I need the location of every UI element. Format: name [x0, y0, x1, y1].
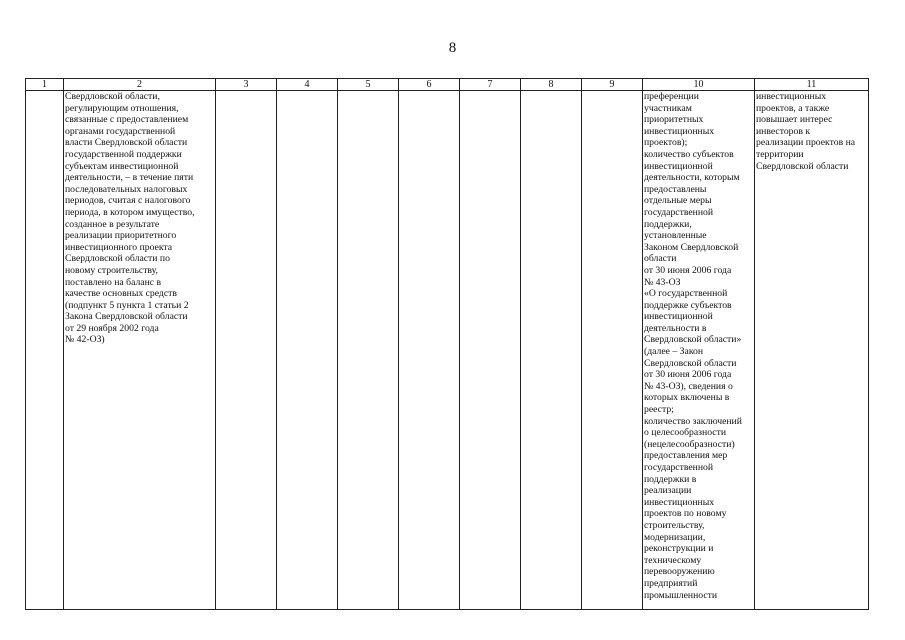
- column-header-2: 2: [64, 79, 216, 91]
- cell-col-1: [26, 91, 64, 610]
- column-header-10: 10: [643, 79, 755, 91]
- column-header-4: 4: [277, 79, 338, 91]
- column-header-7: 7: [460, 79, 521, 91]
- column-header-11: 11: [755, 79, 869, 91]
- cell-col-5: [338, 91, 399, 610]
- header-row: [26, 79, 869, 91]
- cell-col-3: [216, 91, 277, 610]
- page-number: 8: [448, 40, 457, 56]
- cell-col-2: Свердловской области, регулирующим отношения, связанные с предоставлением органами государственной власти Свердловской области государственной поддержки субъектам инвестиционной деятельности, – в течение пяти последовательных налоговых периодов, считая с налогового периода, в котором имущество, созданное в результате реализации приоритетного инвестиционного проекта Свердловской области по новому строительству, поставлено на баланс в качестве основных средств (подпункт 5 пункта 1 статьи 2 Закона Свердловской области от 29 ноября 2002 года № 42-ОЗ): [64, 91, 216, 610]
- cell-col-9: [582, 91, 643, 610]
- column-header-8: 8: [521, 79, 582, 91]
- cell-col-6: [399, 91, 460, 610]
- cell-col-7: [460, 91, 521, 610]
- cell-col-4: [277, 91, 338, 610]
- data-table: [25, 78, 869, 610]
- cell-col-11: инвестиционных проектов, а также повышает интерес инвесторов к реализации проектов на территории Свердловской области: [755, 91, 869, 610]
- table-row: [26, 91, 869, 610]
- column-header-3: 3: [216, 79, 277, 91]
- column-header-1: 1: [26, 79, 64, 91]
- column-header-5: 5: [338, 79, 399, 91]
- cell-col-8: [521, 91, 582, 610]
- cell-col-10: преференции участникам приоритетных инвестиционных проектов); количество субъектов инвестиционной деятельности, которым предоставлены отдельные меры государственной поддержки, установленные Законом Свердловской области от 30 июня 2006 года № 43-ОЗ «О государственной поддержке субъектов инвестиционной деятельности в Свердловской области» (далее – Закон Свердловской области от 30 июня 2006 года № 43-ОЗ), сведения о которых включены в реестр; количество заключений о целесообразности (нецелесообразности) предоставления мер государственной поддержки в реализации инвестиционных проектов по новому строительству, модернизации, реконструкции и техническому перевооружению предприятий промышленности: [643, 91, 755, 610]
- column-header-6: 6: [399, 79, 460, 91]
- column-header-9: 9: [582, 79, 643, 91]
